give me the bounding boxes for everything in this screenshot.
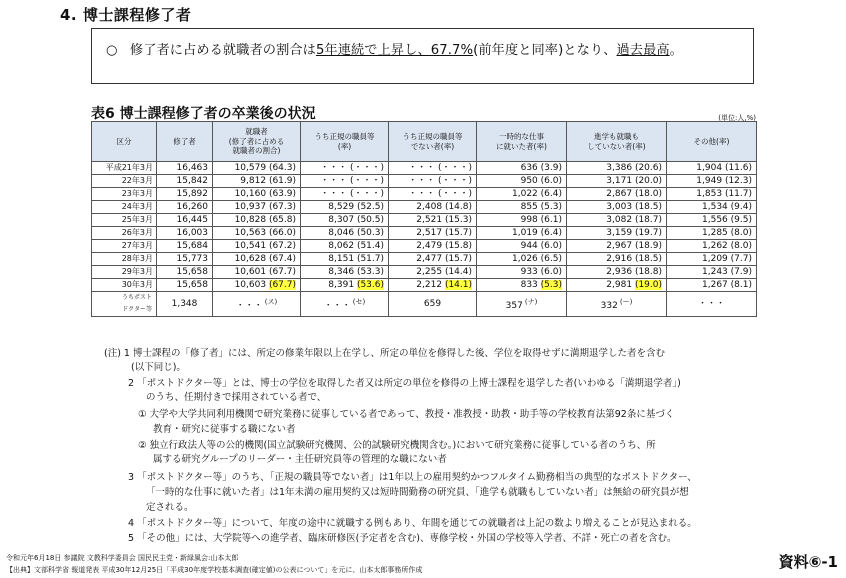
cell-postdoc [389, 292, 477, 317]
cell-sonota [667, 266, 757, 279]
cell-seiki [301, 279, 389, 292]
cell-value: 1,348 [171, 299, 198, 309]
cell-value: ・・・ [408, 189, 436, 199]
cell-rate: (6.1) [540, 215, 562, 225]
note-line: (注) 1 博士課程の「修了者」には、所定の修業年限以上在学し、所定の単位を修得した後、学位を取得せずに満期退学した者を含む [104, 348, 665, 359]
cell-value: 2,981 [606, 280, 633, 290]
unit-label: (単位:人,%) [718, 114, 756, 122]
cell-postdoc-label [92, 292, 157, 317]
cell-value: 2,408 [416, 202, 443, 212]
cell-rate: (6.4) [540, 228, 562, 238]
cell-value: 2,967 [606, 241, 633, 251]
cell-value: 2,521 [416, 215, 443, 225]
cell-value: ・・・ [408, 176, 436, 186]
row-label: 23年3月 [121, 189, 153, 198]
cell-ichijiteki [477, 266, 567, 279]
cell-label [92, 279, 157, 292]
cell-value: 16,260 [176, 202, 208, 212]
cell-value: 1,019 [512, 228, 538, 238]
header-shingaku [567, 122, 667, 162]
cell-rate: (6.5) [540, 254, 562, 264]
note-line: 4 「ポストドクター等」について、年度の途中に就職する例もあり、年間を通じての就職者は上記の数より増えることが見込まれる。 [128, 518, 697, 529]
cell-value: 10,160 [234, 189, 267, 199]
cell-ichijiteki [477, 175, 567, 188]
header-sonota: その他(率) [667, 122, 757, 162]
cell-value: 8,046 [328, 228, 355, 238]
cell-value: 10,828 [234, 215, 267, 225]
cell-rate: (・・・) [437, 176, 472, 186]
cell-shushokusha [213, 214, 301, 227]
cell-seiki [301, 188, 389, 201]
cell-sonota [667, 227, 757, 240]
cell-rate: (6.0) [540, 241, 562, 251]
cell-ichijiteki [477, 188, 567, 201]
row-label: 27年3月 [121, 241, 153, 250]
cell-rate: (8.0) [730, 228, 752, 238]
note-line: のうち、任期付きで採用されている者で、 [146, 392, 327, 403]
cell-ichijiteki [477, 214, 567, 227]
cell-shingaku [567, 175, 667, 188]
section-title: 4. 博士課程修了者 [60, 6, 192, 24]
cell-rate: (6.0) [540, 267, 562, 277]
cell-ichijiteki [477, 201, 567, 214]
cell-value: 2,255 [416, 267, 443, 277]
cell-rate: (51.7) [356, 254, 384, 264]
cell-hiseiki [389, 227, 477, 240]
cell-shuryosha [157, 240, 213, 253]
cell-postdoc [213, 292, 301, 317]
cell-shushokusha [213, 201, 301, 214]
header-blank-1: うち正規の職員等 (率) [301, 122, 389, 162]
cell-value: 950 [520, 176, 538, 186]
cell-seiki [301, 227, 389, 240]
note-line: 定される。 [146, 502, 194, 513]
cell-shuryosha [157, 279, 213, 292]
cell-value: 10,603 [234, 280, 267, 290]
summary-text [106, 39, 683, 58]
note-mark: (ナ) [524, 298, 538, 306]
cell-value: 2,936 [606, 267, 633, 277]
cell-value: ・・・ [697, 299, 725, 309]
cell-rate: (18.0) [634, 189, 662, 199]
cell-value: 933 [520, 267, 538, 277]
cell-postdoc [301, 292, 389, 317]
cell-shuryosha [157, 227, 213, 240]
note-line: 5 「その他」には、大学院等への進学者、臨床研修医(予定者を含む)、専修学校・外国の学校等入学者、不詳・死亡の者を含む。 [128, 533, 677, 544]
cell-value: 3,159 [606, 228, 633, 238]
header-ichijiteki-text: 一時的な仕事 に就いた者(率) [496, 132, 547, 151]
table-row [92, 188, 757, 201]
footer-line1: 令和元年6月18日 参議院 文教科学委員会 国民民主党・新緑風会:山本太郎 [6, 554, 239, 562]
cell-rate: (53.6) [356, 280, 384, 290]
table-row [92, 266, 757, 279]
cell-rate: (50.5) [356, 215, 384, 225]
cell-value: 1,949 [696, 176, 723, 186]
row-label: 22年3月 [121, 176, 153, 185]
cell-value: 3,386 [606, 163, 633, 173]
cell-hiseiki [389, 266, 477, 279]
cell-rate: (15.7) [444, 254, 472, 264]
row-label: 24年3月 [121, 202, 153, 211]
table-row [92, 162, 757, 175]
cell-value: 15,684 [176, 241, 208, 251]
header-shuryosha: 修了者 [157, 122, 213, 162]
cell-value: 636 [520, 163, 538, 173]
cell-seiki [301, 266, 389, 279]
footer-line2: 【出典】文部科学省 報道発表 平成30年12月25日「平成30年度学校基本調査(確定値)の公表について」を元に、山本太郎事務所作成 [6, 566, 423, 574]
cell-rate: (15.8) [444, 241, 472, 251]
cell-value: 10,601 [234, 267, 267, 277]
cell-value: 1,243 [702, 267, 728, 277]
cell-value: 2,479 [416, 241, 443, 251]
cell-value: 833 [520, 280, 538, 290]
cell-rate: (20.6) [634, 163, 662, 173]
summary-part4: 過去最高 [616, 43, 670, 58]
cell-shuryosha [157, 162, 213, 175]
cell-value: 3,082 [606, 215, 633, 225]
cell-rate: (15.7) [444, 228, 472, 238]
cell-rate: (6.4) [540, 189, 562, 199]
cell-value: 2,517 [416, 228, 443, 238]
cell-shuryosha [157, 253, 213, 266]
table-title: 表6 博士課程修了者の卒業後の状況 [91, 106, 316, 122]
cell-rate: (61.9) [268, 176, 296, 186]
table-row [92, 279, 757, 292]
cell-shingaku [567, 201, 667, 214]
cell-seiki [301, 162, 389, 175]
cell-sonota [667, 162, 757, 175]
cell-value: 10,541 [234, 241, 267, 251]
cell-value: 16,463 [176, 163, 208, 173]
cell-rate: (14.4) [444, 267, 472, 277]
table-body [92, 162, 757, 317]
cell-rate: (19.0) [634, 280, 662, 290]
cell-value: 8,346 [328, 267, 355, 277]
cell-seiki [301, 240, 389, 253]
note-mark: (ス) [264, 298, 278, 306]
cell-rate: (3.9) [540, 163, 562, 173]
note-line: ① 大学や大学共同利用機関で研究業務に従事している者であって、教授・准教授・助教・助手等の学校教育法第92条に基づく [138, 409, 675, 420]
note-line: 2 「ポストドクター等」とは、博士の学位を取得した者又は所定の単位を修得の上博士課程を退学した者(いわゆる「満期退学者」) [128, 378, 681, 389]
cell-label [92, 162, 157, 175]
cell-value: 9,812 [240, 176, 267, 186]
cell-sonota [667, 240, 757, 253]
cell-value: 10,628 [234, 254, 267, 264]
cell-value: 1,853 [696, 189, 723, 199]
table-row [92, 214, 757, 227]
cell-rate: (9.5) [730, 215, 752, 225]
cell-rate: (18.9) [634, 241, 662, 251]
note-mark: (ー) [619, 298, 633, 306]
cell-postdoc [477, 292, 567, 317]
cell-rate: (6.0) [540, 176, 562, 186]
cell-sonota [667, 175, 757, 188]
cell-value: 10,563 [234, 228, 267, 238]
header-ichijiteki [477, 122, 567, 162]
cell-sonota [667, 214, 757, 227]
cell-value: 1,262 [702, 241, 728, 251]
cell-value: 15,773 [176, 254, 208, 264]
cell-postdoc [567, 292, 667, 317]
cell-ichijiteki [477, 162, 567, 175]
cell-shingaku [567, 253, 667, 266]
cell-rate: (19.7) [634, 228, 662, 238]
cell-shuryosha [157, 266, 213, 279]
cell-shushokusha [213, 162, 301, 175]
cell-rate: (・・・) [349, 163, 384, 173]
cell-rate: (14.1) [444, 280, 472, 290]
cell-rate: (5.3) [540, 202, 562, 212]
cell-rate: (18.7) [634, 215, 662, 225]
cell-shuryosha [157, 188, 213, 201]
summary-part5: 。 [669, 43, 683, 58]
cell-value: 332 [600, 301, 618, 311]
cell-value: 998 [520, 215, 538, 225]
cell-label [92, 266, 157, 279]
cell-postdoc [157, 292, 213, 317]
cell-hiseiki [389, 175, 477, 188]
cell-rate: (67.7) [268, 280, 296, 290]
cell-rate: (67.4) [268, 254, 296, 264]
cell-value: 15,892 [176, 189, 208, 199]
table-row [92, 227, 757, 240]
row-label: 26年3月 [121, 228, 153, 237]
cell-shingaku [567, 240, 667, 253]
cell-value: ・・・ [235, 301, 263, 311]
cell-ichijiteki [477, 279, 567, 292]
cell-rate: (12.3) [724, 176, 752, 186]
cell-value: 2,867 [606, 189, 633, 199]
bullet: ○ [106, 43, 118, 58]
cell-value: 1,534 [702, 202, 728, 212]
cell-shushokusha [213, 240, 301, 253]
table-row [92, 175, 757, 188]
cell-rate: (11.7) [724, 189, 752, 199]
cell-shuryosha [157, 175, 213, 188]
cell-rate: (20.0) [634, 176, 662, 186]
cell-label [92, 253, 157, 266]
cell-rate: (52.5) [356, 202, 384, 212]
cell-shingaku [567, 227, 667, 240]
cell-sonota [667, 188, 757, 201]
cell-rate: (18.8) [634, 267, 662, 277]
cell-hiseiki [389, 253, 477, 266]
cell-rate: (18.5) [634, 254, 662, 264]
cell-value: 1,267 [702, 280, 728, 290]
cell-hiseiki [389, 188, 477, 201]
note-line: 「一時的な仕事に就いた者」は1年未満の雇用契約又は短時間勤務の研究員、「進学も就職もしていない者」は無給の研究員が想 [146, 487, 689, 498]
table-row [92, 201, 757, 214]
cell-label [92, 240, 157, 253]
shiryo-label: 資料⑥-1 [778, 553, 838, 571]
cell-value: ・・・ [320, 176, 348, 186]
cell-shushokusha [213, 279, 301, 292]
note-line: ② 独立行政法人等の公的機関(国立試験研究機関、公的試験研究機関含む。)において研究業務に従事している者のうち、所 [138, 440, 656, 451]
cell-rate: (15.3) [444, 215, 472, 225]
cell-postdoc [667, 292, 757, 317]
cell-rate: (7.7) [730, 254, 752, 264]
summary-part2: 5年連続で上昇し、67.7% [315, 43, 474, 58]
cell-value: 1,209 [702, 254, 728, 264]
table-row-postdoc [92, 292, 757, 317]
cell-shushokusha [213, 175, 301, 188]
cell-value: 8,307 [328, 215, 355, 225]
cell-rate: (14.8) [444, 202, 472, 212]
cell-rate: (5.3) [540, 280, 562, 290]
cell-value: 3,003 [606, 202, 633, 212]
cell-rate: (・・・) [349, 176, 384, 186]
cell-hiseiki [389, 279, 477, 292]
cell-value: 15,658 [176, 267, 208, 277]
note-line: 教育・研究に従事する職にない者 [153, 424, 296, 435]
cell-rate: (53.3) [356, 267, 384, 277]
cell-value: ・・・ [320, 189, 348, 199]
cell-label [92, 227, 157, 240]
cell-rate: (8.1) [730, 280, 752, 290]
header-shushokusha-text: 就職者 (修了者に占める 就職者の割合) [228, 127, 285, 156]
note-mark: (セ) [352, 298, 366, 306]
cell-rate: (63.9) [268, 189, 296, 199]
cell-value: 8,062 [328, 241, 355, 251]
cell-hiseiki [389, 201, 477, 214]
cell-value: 10,937 [234, 202, 267, 212]
cell-label [92, 175, 157, 188]
cell-rate: (9.4) [730, 202, 752, 212]
cell-rate: (・・・) [437, 163, 472, 173]
header-shingaku-text: 進学も就職も していない者(率) [587, 132, 646, 151]
cell-sonota [667, 253, 757, 266]
cell-rate: (67.3) [268, 202, 296, 212]
cell-hiseiki [389, 214, 477, 227]
cell-value: 8,391 [328, 280, 355, 290]
cell-value: 1,022 [512, 189, 538, 199]
cell-shingaku [567, 188, 667, 201]
cell-shushokusha [213, 188, 301, 201]
cell-hiseiki [389, 162, 477, 175]
cell-value: ・・・ [323, 301, 351, 311]
cell-rate: (65.8) [268, 215, 296, 225]
cell-shingaku [567, 214, 667, 227]
cell-rate: (・・・) [437, 189, 472, 199]
cell-rate: (50.3) [356, 228, 384, 238]
cell-label [92, 188, 157, 201]
cell-label [92, 201, 157, 214]
cell-rate: (67.7) [268, 267, 296, 277]
note-line: 3 「ポストドクター等」のうち、「正規の職員等でない者」は1年以上の雇用契約かつフルタイム勤務相当の典型的なポストドクター、 [128, 472, 697, 483]
cell-ichijiteki [477, 227, 567, 240]
cell-shingaku [567, 279, 667, 292]
cell-value: 15,658 [176, 280, 208, 290]
summary-part1: 修了者に占める就職者の割合は [129, 43, 316, 58]
postdoc-label: うちポスト ドクター等 [121, 294, 152, 313]
graduates-table [91, 121, 757, 317]
cell-ichijiteki [477, 253, 567, 266]
table-row [92, 253, 757, 266]
cell-value: ・・・ [320, 163, 348, 173]
summary-part3: (前年度と同率)となり、 [473, 43, 617, 58]
cell-rate: (・・・) [349, 189, 384, 199]
note-line: (以下同じ)。 [131, 362, 186, 373]
cell-value: 944 [520, 241, 538, 251]
cell-value: ・・・ [408, 163, 436, 173]
cell-value: 16,003 [176, 228, 208, 238]
cell-seiki [301, 175, 389, 188]
cell-value: 1,556 [702, 215, 728, 225]
cell-seiki [301, 201, 389, 214]
cell-shingaku [567, 266, 667, 279]
cell-rate: (51.4) [356, 241, 384, 251]
cell-value: 1,285 [702, 228, 728, 238]
cell-value: 1,904 [696, 163, 723, 173]
cell-hiseiki [389, 240, 477, 253]
row-label: 30年3月 [121, 280, 153, 289]
cell-value: 855 [520, 202, 538, 212]
cell-shuryosha [157, 214, 213, 227]
cell-ichijiteki [477, 240, 567, 253]
cell-seiki [301, 253, 389, 266]
cell-value: 2,477 [416, 254, 443, 264]
cell-shingaku [567, 162, 667, 175]
cell-sonota [667, 279, 757, 292]
cell-rate: (64.3) [268, 163, 296, 173]
cell-value: 15,842 [176, 176, 208, 186]
cell-value: 659 [423, 299, 442, 309]
summary-box [91, 28, 754, 84]
cell-value: 1,026 [512, 254, 538, 264]
cell-shushokusha [213, 266, 301, 279]
cell-value: 8,529 [328, 202, 355, 212]
cell-shushokusha [213, 227, 301, 240]
cell-value: 16,445 [176, 215, 208, 225]
cell-label [92, 214, 157, 227]
cell-rate: (18.5) [634, 202, 662, 212]
note-line: 属する研究グループのリーダー・主任研究員等の管理的な職にない者 [153, 454, 447, 465]
cell-value: 3,171 [606, 176, 633, 186]
cell-rate: (67.2) [268, 241, 296, 251]
header-kubun: 区分 [92, 122, 157, 162]
cell-value: 10,579 [234, 163, 267, 173]
cell-rate: (8.0) [730, 241, 752, 251]
cell-rate: (66.0) [268, 228, 296, 238]
header-shushokusha [213, 122, 301, 162]
row-label: 25年3月 [121, 215, 153, 224]
cell-shuryosha [157, 201, 213, 214]
header-blank-2: うち正規の職員等 でない者(率) [389, 122, 477, 162]
cell-value: 357 [505, 301, 523, 311]
cell-rate: (7.9) [730, 267, 752, 277]
row-label: 29年3月 [121, 267, 153, 276]
table-row [92, 240, 757, 253]
row-label: 28年3月 [121, 254, 153, 263]
cell-value: 2,212 [416, 280, 443, 290]
cell-value: 2,916 [606, 254, 633, 264]
cell-sonota [667, 201, 757, 214]
cell-value: 8,151 [328, 254, 355, 264]
cell-seiki [301, 214, 389, 227]
cell-rate: (11.6) [724, 163, 752, 173]
cell-shushokusha [213, 253, 301, 266]
row-label: 平成21年3月 [105, 163, 153, 172]
